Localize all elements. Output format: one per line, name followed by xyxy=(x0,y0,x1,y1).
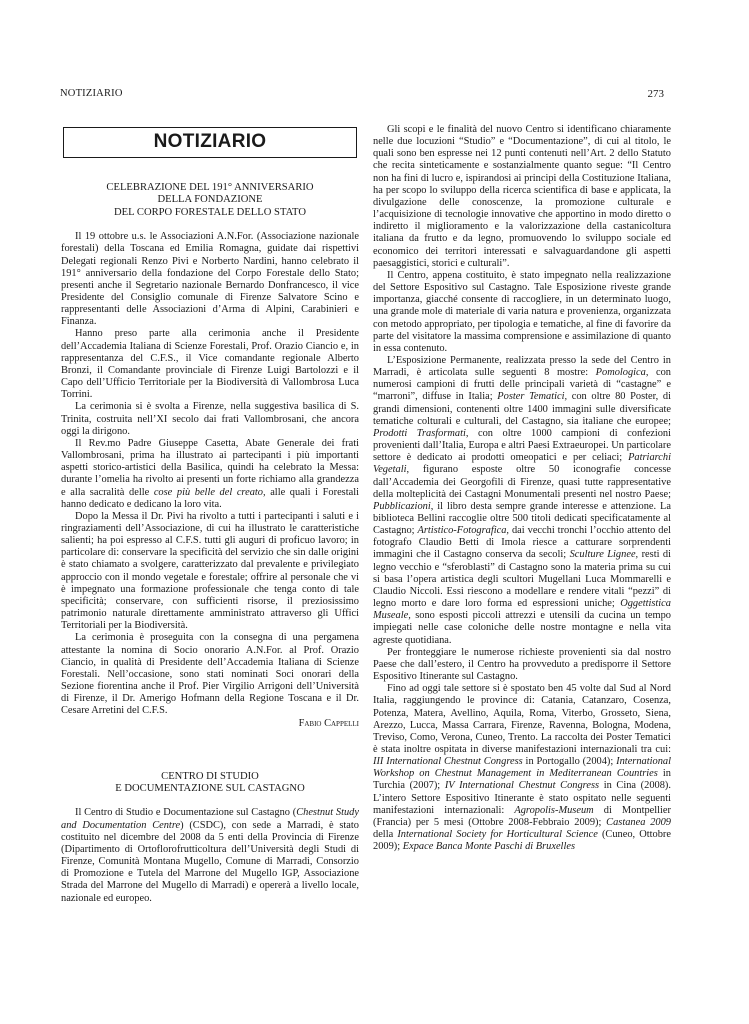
right-column xyxy=(373,124,671,853)
article2-paragraph xyxy=(373,355,671,647)
italic-run: International Society for Horticultural Science xyxy=(397,829,598,841)
text-run: della xyxy=(373,829,398,841)
article2-title-line: CENTRO DI STUDIO xyxy=(161,770,259,782)
article2-title-line: E DOCUMENTAZIONE SUL CASTAGNO xyxy=(115,783,305,795)
italic-run: cose più belle del creato, xyxy=(153,486,266,498)
article2-paragraph: Gli scopi e le finalità del nuovo Centro si identificano chiaramente nelle due locuzioni “Studio” e “Documentazione”, di cui al titolo, le quali sono ben espresse nei 12 punti contenuti nell’Art. 2 dello Statuto che recita sinteticamente e sostanzialmente quanto segue: “Il Centro non ha fini di lucro e, ispirandosi ai principi della Costituzione Italiana, ha per scopo lo sviluppo della ricerca scientifica di base e applicata, la divulgazione delle conoscenze, la promozione culturale e l’acquisizione di tecnologie innovative che apportino in modo diretto o indiretto il miglioramento e la valorizzazione della castanicoltura italiana da frutto e da legno, promuovendo lo sviluppo sociale ed economico dei territori interessati e salvaguardandone gli aspetti paesaggistici, storici e culturali”. xyxy=(373,124,671,269)
page-number: 273 xyxy=(647,88,664,100)
text-run: in Cina (2008). L’intero Settore Espositivo Itinerante è stato ospitato nelle seguenti manifestazioni internazionali: xyxy=(373,780,671,816)
text-run: con oltre 80 Poster, di grandi dimensioni, contenenti oltre 1400 immagini sulle diversificate tematiche colturali e culturali, del Castagno, sia italiane che europee; xyxy=(373,391,671,427)
article1-title xyxy=(61,182,359,219)
italic-run: International Workshop on Chestnut Management in Mediterranean Countries xyxy=(373,756,671,780)
author-signature: Fabio Cappelli xyxy=(298,718,359,730)
text-run: Il Rev.mo Padre Giuseppe Casetta, Abate Generale dei frati Vallombrosani, prima ha illustrato ai partecipanti i più importanti aspetti storico-artistici della Basilica, quindi ha celebrato la Messa: durante l’omelia ha rivolto ai presenti un forte richiamo alla grandezza e alla sacralità delle xyxy=(61,437,359,498)
text-run: , con numerosi campioni di frutti delle principali varietà di “castagne” e “marroni”, diffuse in Italia; xyxy=(373,367,672,403)
italic-run: Agropolis-Museum xyxy=(514,804,594,816)
article1-title-line: DEL CORPO FORESTALE DELLO STATO xyxy=(114,206,306,218)
article1-paragraph: Dopo la Messa il Dr. Pivi ha rivolto a tutti i partecipanti i saluti e i ringraziamenti dell’Associazione, di cui ha illustrato le caratteristiche salienti; ha poi espresso al C.F.S. tutti gli auguri di proficuo lavoro; in particolare di: conservare la specificità del servizio che sin dalle origini è stato chiamato a svolgere, caratterizzato dal prevalente e privilegiato approccio con il mondo vegetale e forestale; offrire al personale che vi è impegnato una formazione professionale che tenga conto di tale specificità; conservare, con sufficienti risorse, il preziosissimo patrimonio naturale direttamente amministrato attraverso gli Uffici Territoriali per la Biodiversità. xyxy=(61,510,359,632)
text-run: , il libro desta sempre grande interesse e attenzione. La biblioteca Bellini raccoglie oltre 500 titoli dedicati specificatamente al Castagno; xyxy=(373,500,671,537)
italic-run: Patriarchi Vegetali xyxy=(373,452,671,476)
text-run: in Portogallo (2004); xyxy=(522,756,617,768)
text-run: , figurano esposte oltre 50 iconografie concesse dall’Accademia dei Georgofili di Firenze, quasi tutte rappresentative della molteplicità dei Castagni Monumentali presenti nel nostro Paese; xyxy=(373,464,671,500)
text-run: di Montpellier (Francia) per 5 mesi (Ottobre 2008-Febbraio 2009); xyxy=(373,804,671,828)
italic-run: Expace Banca Monte Paschi di Bruxelles xyxy=(402,841,575,853)
italic-run: Castanea 2009 xyxy=(606,816,671,828)
article1-title-line: CELEBRAZIONE DEL 191° ANNIVERSARIO xyxy=(106,182,314,193)
italic-run: IV International Chestnut Congress xyxy=(444,780,600,792)
italic-run: III International Chestnut Congress xyxy=(373,756,523,768)
article2-paragraph xyxy=(61,807,359,904)
text-run: alle quali i Forestali hanno dedicato e dedicano la loro vita. xyxy=(61,486,360,510)
text-run: Fino ad oggi tale settore si è spostato ben 45 volte dal Sud al Nord Italia, raggiungendo le province di: Catania, Catanzaro, Cosenza, Potenza, Matera, Avellino, Aquila, Roma, Viterbo, Grosseto, Siena, Arezzo, Lucca, Massa Carrara, Firenze, Ravenna, Bologna, Modena, Treviso, Como, Verona, Cuneo, Trento. La raccolta dei Poster Tematici è stata inoltre ospitata in diverse manifestazioni internazionali tra cui: xyxy=(373,683,671,755)
italic-run: Chestnut Study and Documentation Centre xyxy=(61,807,359,831)
section-banner xyxy=(63,127,357,158)
article1-paragraph: Hanno preso parte alla cerimonia anche il Presidente dell’Accademia Italiana di Scienze Forestali, Prof. Orazio Ciancio e, in rappresentanza del C.F.S., il Vice comandante regionale Alberto Bronzi, il Comandante provinciale di Firenze Luigi Bartolozzi e il Capo dell’Ufficio Territoriale per la Biodiversità di Vallombrosa Luca Torrini. xyxy=(61,328,359,401)
text-run: ) (CSDC), con sede a Marradi, è stato costituito nel dicembre del 2008 da 5 enti della Provincia di Firenze (Dipartimento di Ortoflorofrutticoltura dell’Università degli Studi di Firenze, Comunità Montana Mugello, Comune di Marradi, Consorzio di Promozione e Tutela del Marrone del Mugello IGP, Associazione Strada del Marrone del Mugello di Marradi) e opererà a livello locale, nazionale ed europeo. xyxy=(61,819,359,904)
article2-paragraph xyxy=(373,683,671,853)
italic-run: Artistico-Fotografica, xyxy=(417,525,510,537)
article1-paragraph xyxy=(61,438,359,511)
italic-run: Oggettistica Museale, xyxy=(373,598,671,622)
italic-run: Pubblicazioni xyxy=(373,500,431,512)
banner-title: NOTIZIARIO xyxy=(153,131,267,153)
article2-paragraph: Per fronteggiare le numerose richieste provenienti sia dal nostro Paese che dall’estero, il Centro ha provveduto a predisporre il Settore Espositivo Itinerante sul Castagno. xyxy=(373,646,671,683)
italic-run: Prodotti Trasformati xyxy=(373,427,466,439)
text-run: in Turchia (2007); xyxy=(373,768,672,792)
article1-paragraph: La cerimonia si è svolta a Firenze, nella suggestiva basilica di S. Trinita, costruita nell’XI secolo dai frati Vallombrosani, che ancora oggi la dirigono. xyxy=(61,401,359,437)
italic-run: Poster Tematici, xyxy=(497,391,568,403)
article1-paragraph: Il 19 ottobre u.s. le Associazioni A.N.For. (Associazione nazionale forestali) della Toscana ed Emilia Romagna, guidate dai rispettivi Delegati regionali Renzo Pivi e Norberto Nardini, hanno celebrato il 191° anniversario della fondazione del Corpo Forestale dello Stato; presenti anche il Segretario nazionale Bernardo Donfrancesco, il vice Presidente del Consiglio comunale di Firenze Salvatore Scino e rappresentanti delle Associazioni d’Arma di Alpini, Carabinieri e Finanza. xyxy=(61,231,359,328)
text-run: sono esposti piccoli attrezzi e utensili da cucina un tempo impiegati nelle case coloniche delle nostre montagne e nella vita agreste quotidiana. xyxy=(373,610,671,646)
text-run: L’Esposizione Permanente, realizzata presso la sede del Centro in Marradi, è articolata sulle seguenti 8 mostre: xyxy=(373,354,671,379)
text-run: , con oltre 1000 campioni di confezioni provenienti dall’Italia, Europa e altri Paesi Extraeuropei. Un particolare settore è dedicato ai prodotti omeopatici e per celiaci; xyxy=(373,427,671,464)
text-run: dai vecchi tronchi l’occhio attento del fotografo Claudio Betti di Imola riesce a catturare sorprendenti immagini che il Castagno conserva da secoli; xyxy=(373,525,671,561)
article1-title-line: DELLA FONDAZIONE xyxy=(157,194,263,206)
italic-run: Pomologica xyxy=(595,367,646,379)
text-run: (Cuneo, Ottobre 2009); xyxy=(373,829,672,853)
italic-run: Sculture Lignee, xyxy=(569,549,639,561)
article2-title xyxy=(61,771,359,796)
article1-paragraph: La cerimonia è proseguita con la consegna di una pergamena attestante la nomina di Socio onorario A.N.For. al Prof. Orazio Ciancio, in qualità di Presidente dell’Accademia Italiana di Scienze Forestali. Nell’occasione, sono stati nominati Soci onorari della Sezione fiorentina anche il Prof. Pier Virgilio Arrigoni dell’Università di Firenze, il Dr. Amerigo Hofmann della Regione Toscana e il Dr. Cesare Arretini del C.F.S. xyxy=(61,632,359,717)
left-column xyxy=(61,124,359,905)
text-run: Il Centro di Studio e Documentazione sul Castagno ( xyxy=(75,807,297,819)
text-run: resti di legno vecchio e “sferoblasti” di Castagno sono la materia prima su cui si basa l’opera artistica degli scultori Mugellani Luca Mommarelli e Claudio Niccoli. Essi riescono a modellare e rendere vitali “pezzi” di legno morto e dare loro forma ed espressioni uniche; xyxy=(373,549,671,610)
running-head: NOTIZIARIO xyxy=(60,88,123,99)
article2-paragraph: Il Centro, appena costituito, è stato impegnato nella realizzazione del Settore Espositivo sul Castagno. Tale Esposizione riveste grande importanza, giacché consente di raccogliere, in un determinato luogo, una grande mole di materiale di varia natura e provenienza, organizzata con metodo appropriato, per tipologia e tematiche, al fine di favorire da parte del visitatore la massima comprensione e assimilazione di quanto in essa contenuto. xyxy=(373,269,671,354)
